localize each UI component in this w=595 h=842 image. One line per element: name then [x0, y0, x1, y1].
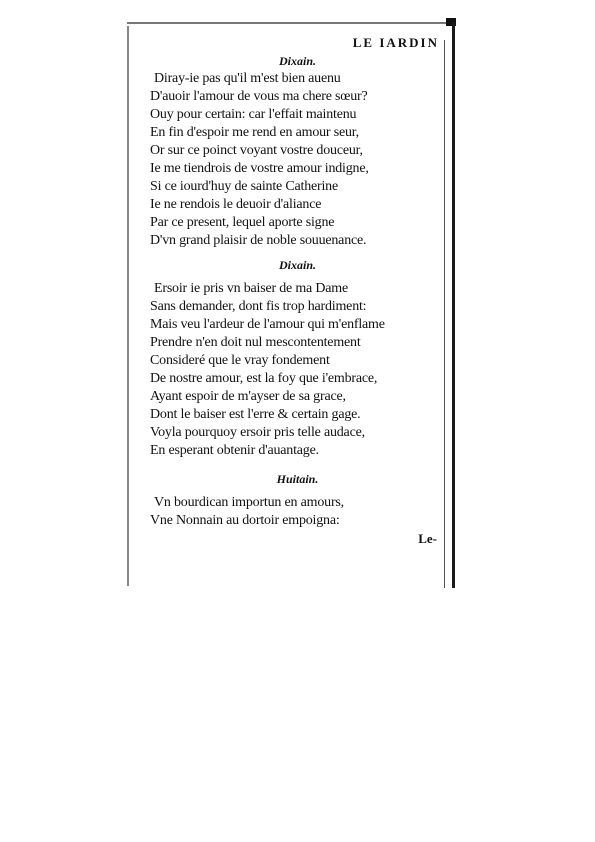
verse-line: Or sur ce poinct voyant vostre douceur,: [150, 143, 363, 158]
verse-line: En esperant obtenir d'auantage.: [150, 443, 319, 458]
verse-line: Mais veu l'ardeur de l'amour qui m'enflame: [150, 317, 385, 332]
running-head: LE IARDIN: [352, 35, 439, 50]
verse-line: Ersoir ie pris vn baiser de ma Dame: [154, 281, 348, 296]
verse-line: Ie ne rendois le deuoir d'aliance: [150, 197, 322, 212]
verse-line: Si ce iourd'huy de sainte Catherine: [150, 179, 338, 194]
verse-line: D'auoir l'amour de vous ma chere sœur?: [150, 89, 368, 104]
page-left-edge: [127, 26, 129, 586]
verse-line: D'vn grand plaisir de noble souuenance.: [150, 233, 367, 248]
poem-heading: Huitain.: [276, 472, 319, 486]
verse-line: Vn bourdican importun en amours,: [154, 495, 344, 510]
verse-line: Ouy pour certain: car l'effait maintenu: [150, 107, 357, 122]
verse-line: Vne Nonnain au dortoir empoigna:: [150, 513, 340, 528]
verse-line: Ayant espoir de m'ayser de sa grace,: [150, 389, 346, 404]
verse-line: En fin d'espoir me rend en amour seur,: [150, 125, 359, 140]
page-top-edge: [127, 22, 455, 24]
catchword: Le-: [418, 531, 437, 546]
verse-line: Ie me tiendrois de vostre amour indigne,: [150, 161, 369, 176]
verse-line: Dont le baiser est l'erre & certain gage.: [150, 407, 361, 422]
verse-line: Prendre n'en doit nul mescontentement: [150, 335, 361, 350]
poem-heading: Dixain.: [278, 54, 316, 68]
page-text: [150, 34, 445, 548]
verse-line: Sans demander, dont fis trop hardiment:: [150, 299, 367, 314]
page-right-edge: [452, 22, 455, 588]
verse-line: De nostre amour, est la foy que i'embrace,: [150, 371, 378, 386]
poem-heading: Dixain.: [278, 258, 316, 272]
verse-line: Voyla pourquoy ersoir pris telle audace,: [150, 425, 365, 440]
verse-line: Consideré que le vray fondement: [150, 353, 330, 368]
verse-line: Diray-ie pas qu'il m'est bien auenu: [154, 71, 341, 86]
verse-line: Par ce present, lequel aporte signe: [150, 215, 335, 230]
